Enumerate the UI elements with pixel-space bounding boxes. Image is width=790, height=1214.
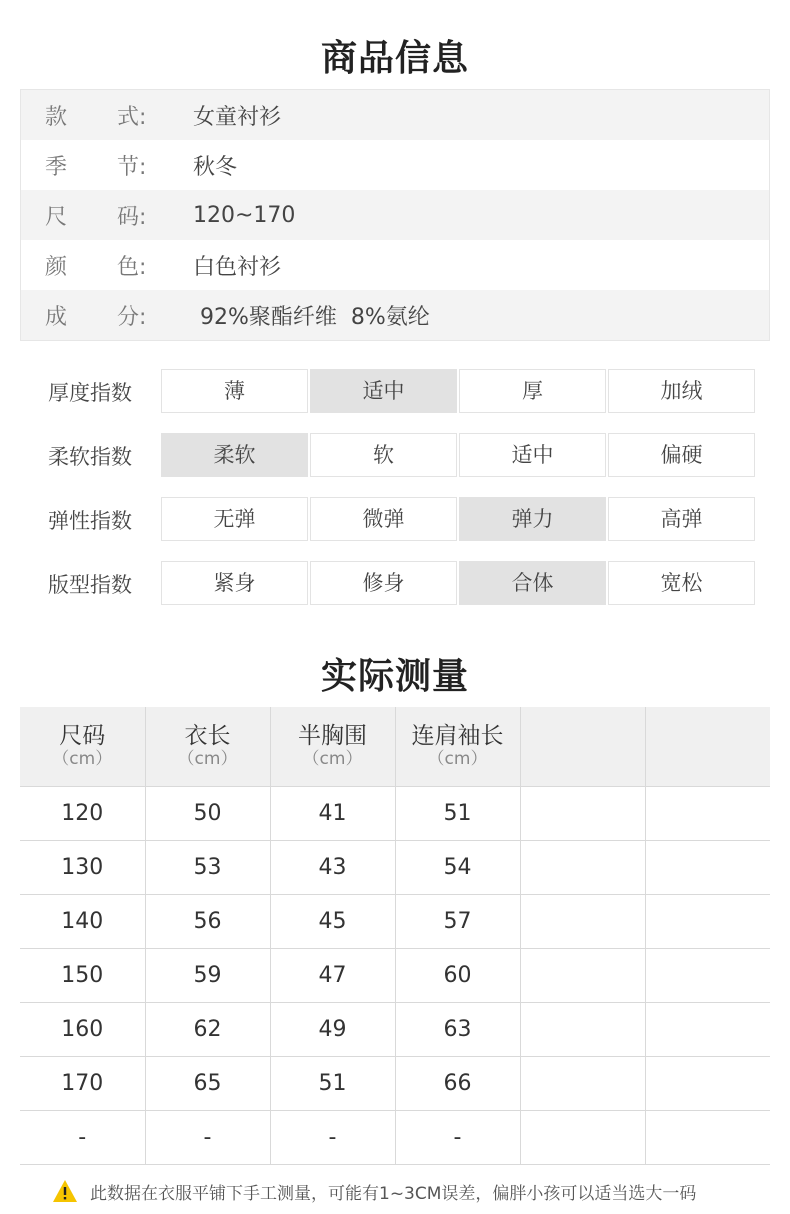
index-option: 宽松: [608, 561, 755, 605]
table-row: [20, 1002, 770, 1056]
header-label: 连肩袖长: [411, 723, 504, 750]
table-cell: 56: [145, 894, 270, 948]
measurement-note: [52, 1178, 696, 1204]
index-option-selected: 合体: [459, 561, 606, 605]
index-option: 紧身: [161, 561, 308, 605]
info-key-char: 款: [45, 104, 68, 130]
info-value: 秋冬: [193, 154, 238, 180]
table-cell: 170: [20, 1056, 145, 1110]
index-option: 偏硬: [608, 433, 755, 477]
table-cell: 66: [395, 1056, 520, 1110]
table-cell: 130: [20, 840, 145, 894]
info-key-char: 尺: [45, 204, 68, 230]
table-cell: [645, 840, 770, 894]
info-key-char: 季: [45, 154, 68, 180]
info-key-char: 成: [45, 304, 68, 330]
table-cell: -: [20, 1110, 145, 1164]
info-key-char: 颜: [45, 254, 68, 280]
index-label: 柔软指数: [48, 445, 132, 469]
index-row-softness: [0, 433, 790, 477]
table-cell: 57: [395, 894, 520, 948]
table-cell: 59: [145, 948, 270, 1002]
measurement-title: 实际测量: [320, 656, 469, 697]
table-row: [20, 1110, 770, 1164]
index-row-elasticity: [0, 497, 790, 541]
table-cell: 47: [270, 948, 395, 1002]
table-cell: [645, 894, 770, 948]
table-cell: 41: [270, 786, 395, 840]
index-option: 微弹: [310, 497, 457, 541]
index-option: 薄: [161, 369, 308, 413]
table-cell: 51: [270, 1056, 395, 1110]
table-cell: 63: [395, 1002, 520, 1056]
header-cell: [645, 707, 770, 786]
table-cell: [520, 1110, 645, 1164]
info-key-char: 节:: [117, 154, 147, 180]
info-row-style: [21, 90, 769, 140]
table-cell: [520, 948, 645, 1002]
table-cell: 140: [20, 894, 145, 948]
header-unit: （cm）: [427, 749, 488, 770]
table-cell: 62: [145, 1002, 270, 1056]
table-cell: 43: [270, 840, 395, 894]
info-row-size: [21, 190, 769, 240]
index-option-selected: 弹力: [459, 497, 606, 541]
table-cell: 51: [395, 786, 520, 840]
table-cell: 49: [270, 1002, 395, 1056]
info-key-char: 式:: [117, 104, 147, 130]
table-cell: [520, 840, 645, 894]
header-unit: （cm）: [302, 749, 363, 770]
index-option: 适中: [459, 433, 606, 477]
header-unit: （cm）: [52, 749, 113, 770]
table-cell: 54: [395, 840, 520, 894]
table-row: [20, 840, 770, 894]
table-cell: 65: [145, 1056, 270, 1110]
info-row-material: [21, 290, 769, 340]
table-cell: 50: [145, 786, 270, 840]
table-cell: [520, 1002, 645, 1056]
table-row: [20, 894, 770, 948]
index-option: 软: [310, 433, 457, 477]
index-label: 弹性指数: [48, 509, 132, 533]
index-option-selected: 柔软: [161, 433, 308, 477]
info-value: 女童衬衫: [193, 104, 282, 130]
table-row: [20, 786, 770, 840]
table-cell: [520, 786, 645, 840]
table-cell: 160: [20, 1002, 145, 1056]
table-cell: [645, 1110, 770, 1164]
table-cell: [520, 894, 645, 948]
table-cell: 120: [20, 786, 145, 840]
table-cell: 45: [270, 894, 395, 948]
header-unit: （cm）: [177, 749, 238, 770]
header-cell: [145, 707, 270, 786]
index-option: 修身: [310, 561, 457, 605]
table-cell: 53: [145, 840, 270, 894]
index-row-thickness: [0, 369, 790, 413]
index-option: 高弹: [608, 497, 755, 541]
table-row: [20, 1056, 770, 1110]
index-option: 加绒: [608, 369, 755, 413]
header-label: 半胸围: [298, 723, 367, 750]
product-info-title: 商品信息: [320, 38, 469, 79]
measurement-table: [20, 707, 770, 1165]
index-option-selected: 适中: [310, 369, 457, 413]
table-cell: [645, 786, 770, 840]
table-cell: [645, 948, 770, 1002]
info-key-char: 码:: [117, 204, 147, 230]
header-cell: [395, 707, 520, 786]
info-row-color: [21, 240, 769, 290]
index-option: 无弹: [161, 497, 308, 541]
index-label: 版型指数: [48, 573, 132, 597]
table-cell: -: [395, 1110, 520, 1164]
info-key-char: 色:: [117, 254, 147, 280]
index-option: 厚: [459, 369, 606, 413]
table-cell: [645, 1056, 770, 1110]
index-row-fit: [0, 561, 790, 605]
table-cell: [645, 1002, 770, 1056]
table-cell: -: [270, 1110, 395, 1164]
info-value: 120~170: [193, 202, 296, 228]
header-cell: [270, 707, 395, 786]
info-value: 92%聚酯纤维 8%氨纶: [193, 304, 430, 330]
note-text: 此数据在衣服平铺下手工测量，可能有1~3CM误差，偏胖小孩可以适当选大一码: [90, 1183, 697, 1204]
table-cell: 60: [395, 948, 520, 1002]
index-label: 厚度指数: [48, 381, 132, 405]
info-key-char: 分:: [117, 304, 147, 330]
measurement-header-row: [20, 707, 770, 786]
warning-icon: [52, 1179, 78, 1203]
header-cell: [20, 707, 145, 786]
table-row: [20, 948, 770, 1002]
product-info-table: [20, 89, 770, 341]
table-cell: -: [145, 1110, 270, 1164]
table-cell: [520, 1056, 645, 1110]
header-label: 衣长: [184, 723, 231, 750]
table-cell: 150: [20, 948, 145, 1002]
header-cell: [520, 707, 645, 786]
info-row-season: [21, 140, 769, 190]
info-value: 白色衬衫: [193, 254, 282, 280]
header-label: 尺码: [59, 723, 106, 750]
